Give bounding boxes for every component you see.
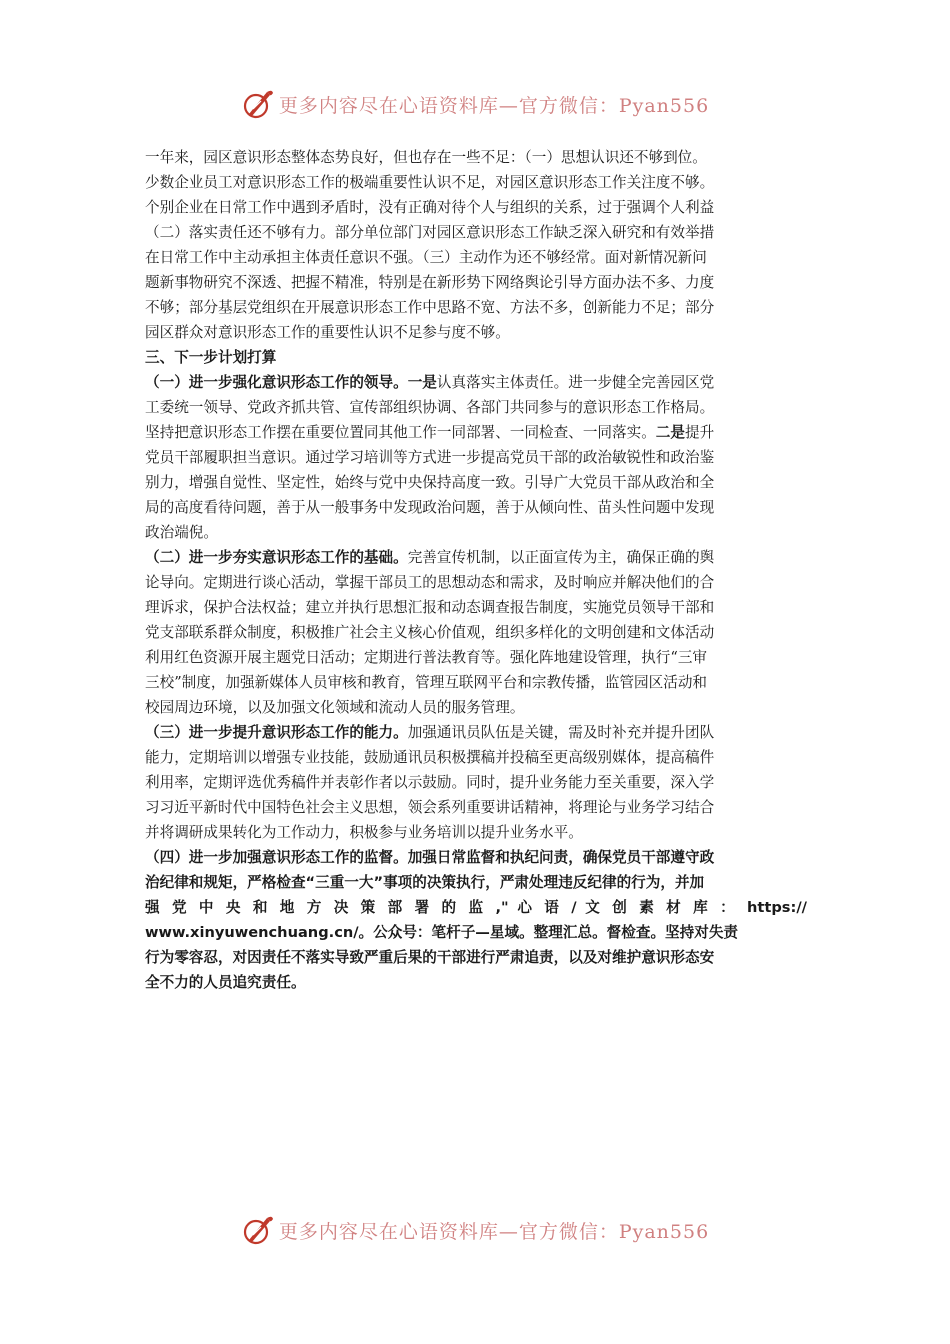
text-line: 三校”制度，加强新媒体人员审核和教育，管理互联网平台和宗教传播，监管园区活动和 — [145, 674, 708, 691]
text-line: www.xinyuwenchuang.cn/。公众号：笔杆子—星域。整理汇总。督检查。坚持对失责 — [145, 924, 739, 941]
text-line: 不够；部分基层党组织在开展意识形态工作中思路不宽、方法不多，创新能力不足；部分 — [145, 299, 715, 316]
text-line: 行为零容忍，对因责任不落实导致严重后果的干部进行严肃追责，以及对维护意识形态安 — [145, 949, 715, 966]
text-line: 一年来，园区意识形态整体态势良好，但也存在一些不足：（一）思想认识还不够到位。 — [145, 149, 707, 166]
text-line: 并将调研成果转化为工作动力，积极参与业务培训以提升业务水平。 — [145, 824, 583, 841]
plan-item-capability — [145, 720, 807, 845]
text-line: 党支部联系群众制度，积极推广社会主义核心价值观，组织多样化的文明创建和文体活动 — [145, 624, 715, 641]
text-line: 理诉求，保护合法权益；建立并执行思想汇报和动态调查报告制度，实施党员领导干部和 — [145, 599, 715, 616]
text-line — [145, 370, 807, 395]
text-line: 政治端倪。 — [145, 524, 218, 541]
text-line: 在日常工作中主动承担主体责任意识不强。（三）主动作为还不够经常。面对新情况新问 — [145, 249, 707, 266]
point-marker: 二是 — [655, 424, 685, 441]
text-line: 利用率，定期评选优秀稿件并表彰作者以示鼓励。同时，提升业务能力至关重要，深入学 — [145, 774, 715, 791]
watermark-text: 更多内容尽在心语资料库—官方微信：Pyan556 — [278, 1220, 710, 1243]
document-body — [145, 145, 807, 995]
text-span: 提升 — [685, 424, 715, 441]
plan-title: （三）进一步提升意识形态工作的能力。 — [145, 724, 408, 741]
text-line: 治纪律和规矩，严格检查“三重一大”事项的决策执行，严肃处理违反纪律的行为，并加 — [145, 874, 705, 891]
plan-item-foundation — [145, 545, 807, 720]
point-marker: 一是 — [407, 374, 437, 391]
text-line: （二）落实责任还不够有力。部分单位部门对园区意识形态工作缺乏深入研究和有效举措 — [145, 224, 715, 241]
quill-logo-icon — [241, 1213, 275, 1247]
text-line: （四）进一步加强意识形态工作的监督。加强日常监督和执纪问责，确保党员干部遵守政 — [145, 849, 715, 866]
text-line: 论导向。定期进行谈心活动，掌握干部员工的思想动态和需求，及时响应并解决他们的合 — [145, 574, 715, 591]
header-watermark-banner — [0, 82, 950, 126]
text-line: 园区群众对意识形态工作的重要性认识不足参与度不够。 — [145, 324, 510, 341]
footer-watermark-banner — [0, 1208, 950, 1252]
text-line: 利用红色资源开展主题党日活动；定期进行普法教育等。强化阵地建设管理，执行“三审 — [145, 649, 708, 666]
plan-item-supervision — [145, 845, 807, 995]
text-span: 认真落实主体责任。进一步健全完善园区党 — [436, 374, 715, 391]
summary-paragraph — [145, 145, 807, 345]
text-line: 校园周边环境，以及加强文化领域和流动人员的服务管理。 — [145, 699, 525, 716]
text-line: 个别企业在日常工作中遇到矛盾时，没有正确对待个人与组织的关系，过于强调个人利益 — [145, 199, 715, 216]
plan-title: （一）进一步强化意识形态工作的领导。 — [145, 374, 408, 391]
text-line: 习习近平新时代中国特色社会主义思想，领会系列重要讲话精神，将理论与业务学习结合 — [145, 799, 715, 816]
text-line: 强 党 中 央 和 地 方 决 策 部 署 的 监 ," 心 语 / 文 创 素 材 库 ： https:// — [145, 899, 807, 916]
section-heading: 三、下一步计划打算 — [145, 349, 277, 366]
text-span: 完善宣传机制，以正面宣传为主，确保正确的舆 — [407, 549, 715, 566]
text-line: 党员干部履职担当意识。通过学习培训等方式进一步提高党员干部的政治敏锐性和政治鉴 — [145, 449, 715, 466]
text-line: 局的高度看待问题，善于从一般事务中发现政治问题，善于从倾向性、苗头性问题中发现 — [145, 499, 715, 516]
text-line — [145, 420, 807, 445]
quill-logo-icon — [241, 87, 275, 121]
watermark-text: 更多内容尽在心语资料库—官方微信：Pyan556 — [278, 94, 710, 117]
plan-item-leadership — [145, 370, 807, 545]
text-line: 工委统一领导、党政齐抓共管、宣传部组织协调、各部门共同参与的意识形态工作格局。 — [145, 399, 715, 416]
plan-title: （二）进一步夯实意识形态工作的基础。 — [145, 549, 408, 566]
text-line: 少数企业员工对意识形态工作的极端重要性认识不足，对园区意识形态工作关注度不够。 — [145, 174, 715, 191]
text-line: 题新事物研究不深透、把握不精准，特别是在新形势下网络舆论引导方面办法不多、力度 — [145, 274, 715, 291]
text-span: 坚持把意识形态工作摆在重要位置同其他工作一同部署、一同检查、一同落实。 — [145, 424, 656, 441]
text-span: 加强通讯员队伍是关键，需及时补充并提升团队 — [407, 724, 715, 741]
text-line — [145, 720, 807, 745]
text-line: 全不力的人员追究责任。 — [145, 974, 306, 991]
text-line: 别力，增强自觉性、坚定性，始终与党中央保持高度一致。引导广大党员干部从政治和全 — [145, 474, 715, 491]
text-line: 能力，定期培训以增强专业技能，鼓励通讯员积极撰稿并投稿至更高级别媒体，提高稿件 — [145, 749, 715, 766]
text-line — [145, 545, 807, 570]
